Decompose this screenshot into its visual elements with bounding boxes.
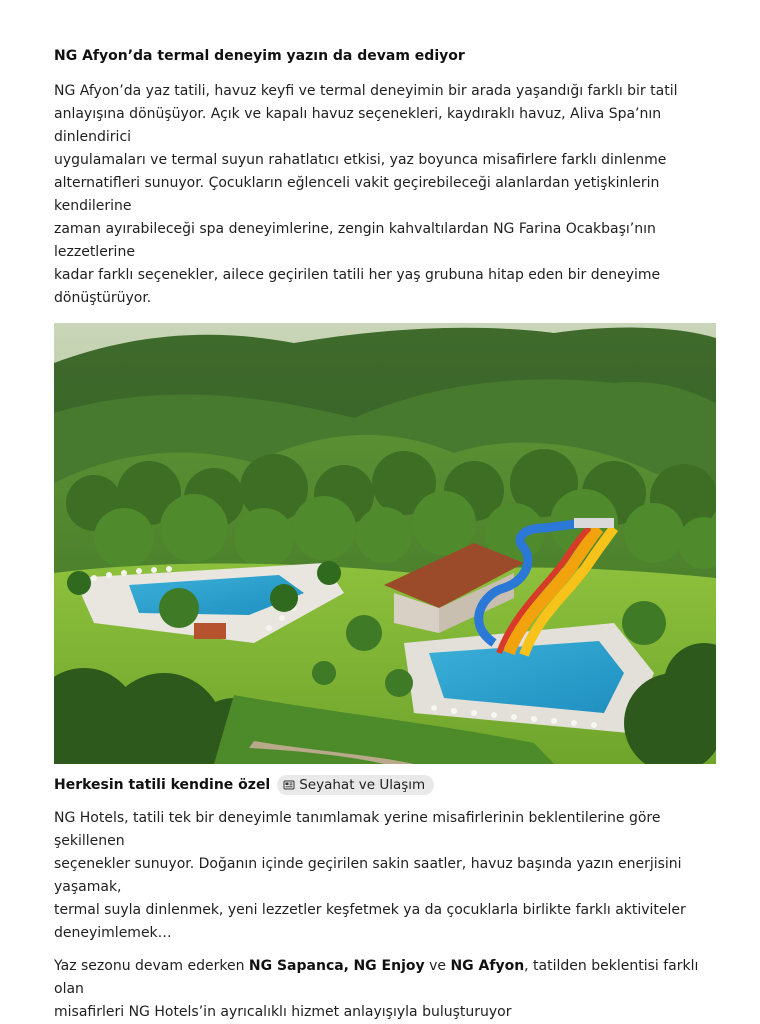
hotel-name-afyon: NG Afyon [450, 958, 525, 974]
section-heading: NG Afyon’da termal deneyim yazın da devam ediyor [54, 48, 465, 64]
intro-paragraph [54, 80, 716, 310]
newspaper-icon [283, 779, 295, 791]
article [54, 40, 716, 1024]
intro-line: zaman ayırabileceği spa deneyimlerine, zengin kahvaltılardan NG Farina Ocakbaşı’nın lezzetlerine [54, 221, 656, 260]
closing-paragraph [54, 955, 716, 1024]
closing-suffix: , tatilden beklentisi farklı olan [54, 958, 699, 997]
intro-line: anlayışına dönüşüyor. Açık ve kapalı havuz seçenekleri, kaydıraklı havuz, Aliva Spa’nın dinlendirici [54, 106, 662, 145]
closing-prefix: Yaz sezonu devam ederken [54, 958, 249, 974]
closing-joiner: ve [424, 958, 451, 974]
hotel-name-sapanca: NG Sapanca, [248, 958, 350, 974]
body-line: termal suyla dinlenmek, yeni lezzetler keşfetmek ya da çocuklarla birlikte farklı aktiviteler [54, 902, 686, 918]
body-paragraph [54, 807, 716, 945]
resort-photo [54, 323, 716, 764]
intro-line: uygulamaları ve termal suyun rahatlatıcı etkisi, yaz boyunca misafirlere farklı dinlenme [54, 152, 667, 168]
intro-line: kadar farklı seçenekler, ailece geçirilen tatili her yaş grubuna hitap eden bir deneyime [54, 267, 661, 283]
caption-row [54, 773, 716, 797]
category-tag-label: Seyahat ve Ulaşım [299, 777, 426, 793]
body-line: NG Hotels, tatili tek bir deneyimle tanımlamak yerine misafirlerinin beklentilerine göre şekillenen [54, 810, 661, 849]
closing-line2: misafirleri NG Hotels’in ayrıcalıklı hizmet anlayışıyla buluşturuyor [54, 1004, 512, 1020]
body-line: seçenekler sunuyor. Doğanın içinde geçirilen sakin saatler, havuz başında yazın enerjisini yaşamak, [54, 856, 682, 895]
category-tag[interactable] [277, 775, 434, 795]
hotel-name-enjoy: NG Enjoy [353, 958, 425, 974]
photo-caption: Herkesin tatili kendine özel [54, 777, 271, 793]
intro-line: alternatifleri sunuyor. Çocukların eğlenceli vakit geçirebileceği alanlardan yetişkinlerin kendilerine [54, 175, 660, 214]
intro-line: NG Afyon’da yaz tatili, havuz keyfi ve termal deneyimin bir arada yaşandığı farklı bir tatil [54, 83, 678, 99]
intro-line: dönüştürüyor. [54, 290, 152, 306]
body-line: deneyimlemek… [54, 925, 172, 941]
